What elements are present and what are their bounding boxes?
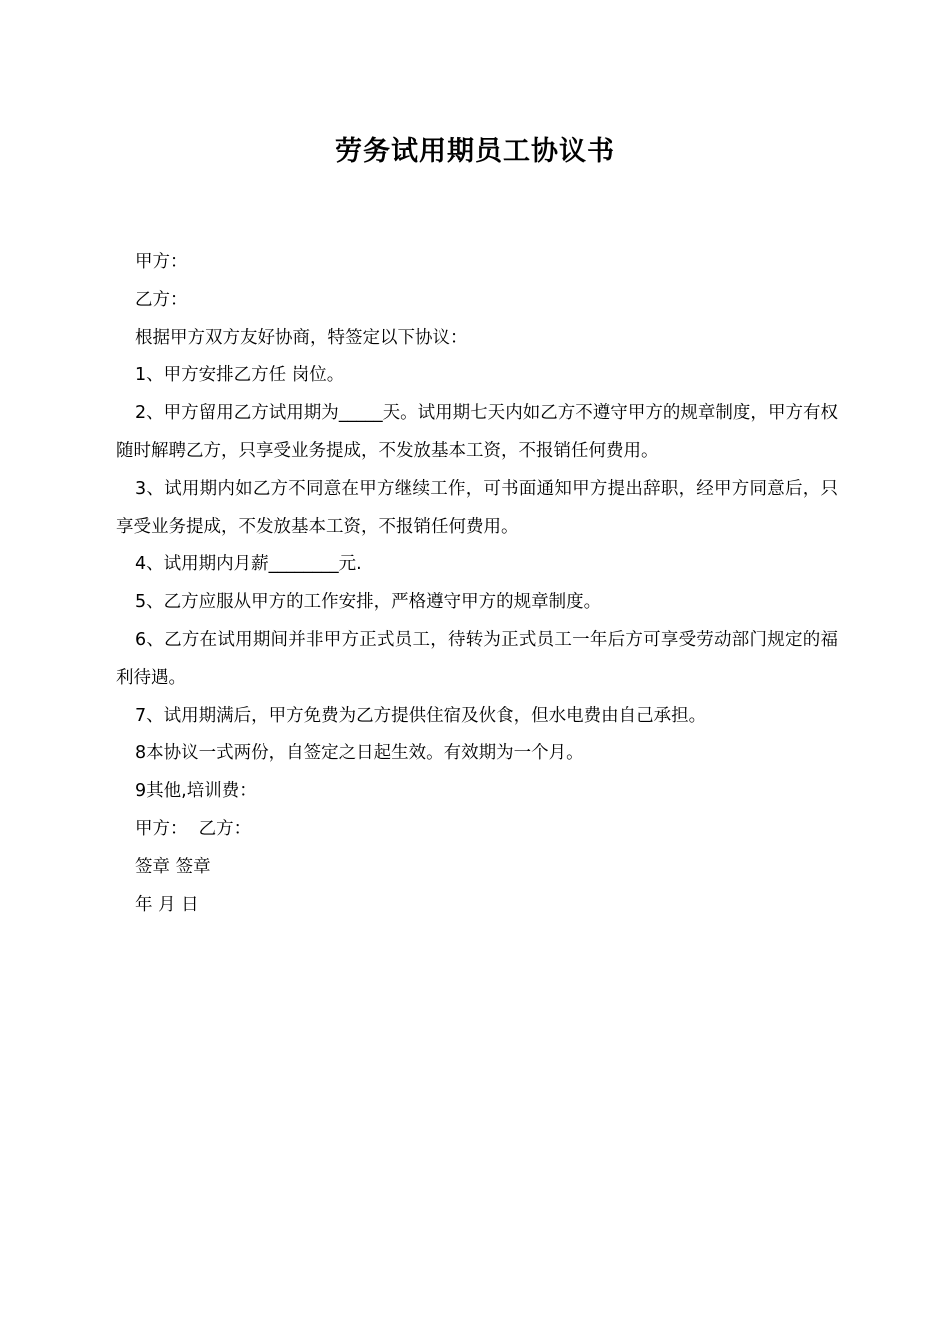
clause-8: 8本协议一式两份，自签定之日起生效。有效期为一个月。 bbox=[135, 743, 584, 764]
signature-seals: 签章 签章 bbox=[135, 856, 211, 877]
signature-date: 年 月 日 bbox=[135, 894, 199, 915]
preamble: 根据甲方双方友好协商，特签定以下协议： bbox=[135, 327, 468, 348]
clause-6: 6、乙方在试用期间并非甲方正式员工，待转为正式员工一年后方可享受劳动部门规定的福利待遇。 bbox=[116, 629, 838, 688]
clause-3: 3、试用期内如乙方不同意在甲方继续工作，可书面通知甲方提出辞职，经甲方同意后，只享受业务提成，不发放基本工资，不报销任何费用。 bbox=[116, 478, 838, 537]
clause-2: 2、甲方留用乙方试用期为_____天。试用期七天内如乙方不遵守甲方的规章制度，甲方有权随时解聘乙方，只享受业务提成，不发放基本工资，不报销任何费用。 bbox=[116, 403, 838, 461]
party-a-line: 甲方： bbox=[135, 252, 188, 272]
clause-5: 5、乙方应服从甲方的工作安排，严格遵守甲方的规章制度。 bbox=[135, 592, 602, 613]
clause-7: 7、试用期满后，甲方免费为乙方提供住宿及伙食，但水电费由自己承担。 bbox=[135, 705, 707, 726]
document-title: 劳务试用期员工协议书 bbox=[335, 136, 615, 167]
clause-1: 1、甲方安排乙方任 岗位。 bbox=[135, 365, 345, 386]
signature-parties: 甲方： 乙方： bbox=[135, 818, 252, 839]
document-body bbox=[116, 244, 838, 924]
clause-9: 9其他,培训费： bbox=[135, 781, 257, 802]
party-b-line: 乙方： bbox=[135, 289, 188, 310]
clause-4: 4、试用期内月薪________元. bbox=[135, 554, 362, 575]
